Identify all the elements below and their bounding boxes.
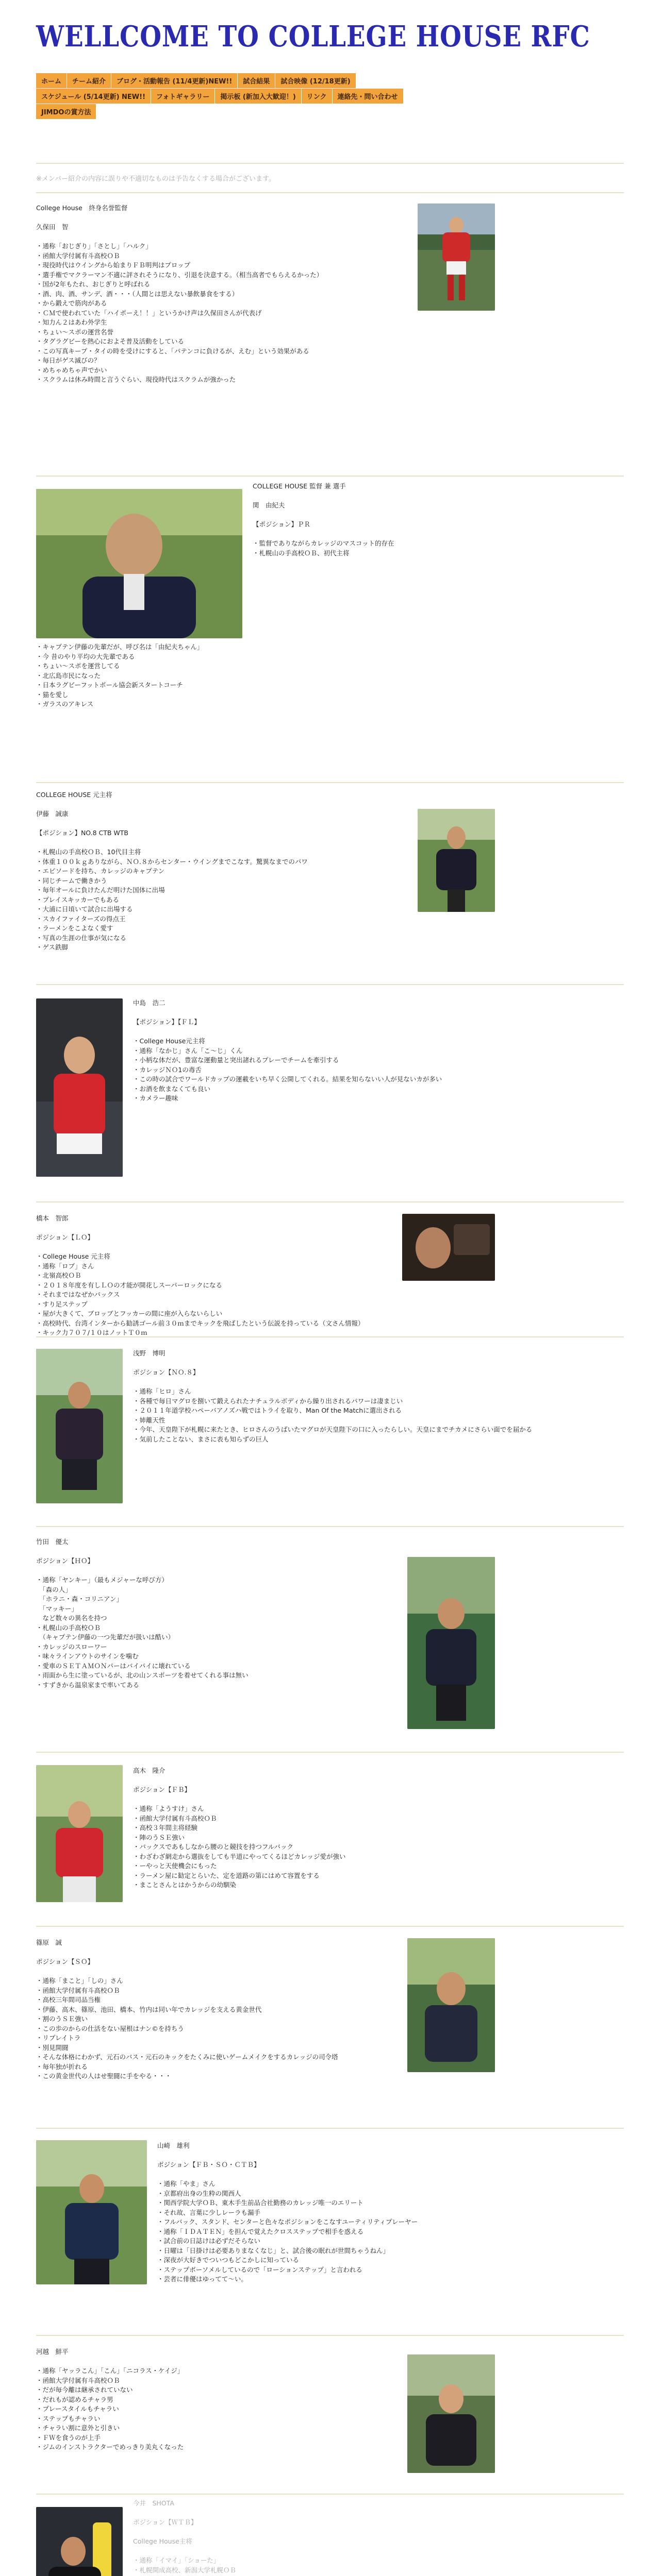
profile-line <box>36 1243 365 1252</box>
profile-line: ・すずきから温泉家まで率いてある <box>36 1681 140 1689</box>
profile-line <box>133 1776 345 1786</box>
profile-line: ・フルバック、スタンド、センターと色々なポジションをこなすユーティリティプレーヤー <box>157 2218 418 2226</box>
member-section <box>36 477 624 783</box>
profile-line: ・お酒を飲まなくても良い <box>133 1084 211 1093</box>
profile-line: ・ＣＭで使われていた「ハイポーえ！！」というかけ声は久保田さんが代表げ <box>36 309 262 317</box>
member-photo <box>407 2354 495 2473</box>
profile-line: ・通称「まこと」「しの」さん <box>36 1977 123 1985</box>
profile-line <box>253 530 394 539</box>
profile-line: 高木 隆介 <box>133 1767 166 1774</box>
nav-links[interactable]: リンク <box>302 89 332 104</box>
profile-line: ・めちゃめちゃ声でかい <box>36 366 107 374</box>
profile-line: ポジション【ＦＢ・ＳＯ・ＣＴＢ】 <box>157 2161 260 2168</box>
profile-line <box>133 2528 261 2537</box>
profile-line: ・通称「おじぎり」「さとし」「ハルク」 <box>36 242 152 250</box>
profile-line: ・だれもが認めるチャラ男 <box>36 2395 113 2403</box>
profile-line: ・屋が大きくて、ブロッブとフッカーの間に座が入らないらしい <box>36 1310 223 1317</box>
profile-line: ・２０１１年道学校ハペーバアノズハ戦ではトライを取り、Man Of the Matchに選出される <box>133 1406 402 1414</box>
profile-line: COLLEGE HOUSE 監督 兼 選手 <box>253 482 346 490</box>
profile-line: ・北広島市民になった <box>36 671 101 680</box>
profile-line: ポジション【ＬＯ】 <box>36 1233 94 1241</box>
profile-line: ・ステップもチャラい <box>36 2414 101 2422</box>
profile-line: ・関西学院大学ＯＢ、東木手生前品合社勤務のカレッジ唯一のエリート <box>157 2199 363 2207</box>
profile-line: ・タグラグビーを熱心におよそ普及活動をしている <box>36 337 185 345</box>
profile-line: 関 由紀夫 <box>253 501 285 509</box>
profile-line: ・通称「ようすけ」さん <box>133 1805 204 1812</box>
profile-line: ・函館大学付属有斗高校ＯＢ <box>36 251 120 260</box>
profile-line: 山崎 雄利 <box>157 2142 190 2149</box>
profile-line: ・キャプテン伊藤の先輩だが、呼び名は「由紀夫ちゃん」 <box>36 643 204 651</box>
profile-line: 【ポジション】【ＦＬ】 <box>133 1018 201 1026</box>
profile-line <box>133 2509 261 2518</box>
profile-line: ・知力ん２はあわ外学生 <box>36 318 107 326</box>
profile-line: 「森の人」 <box>36 1585 72 1594</box>
profile-line <box>36 1948 338 1958</box>
profile-line <box>36 1566 249 1576</box>
profile-line: ・愛車のＳＥＴＡＭＯＮパーはバイパイに壊れている <box>36 1662 191 1670</box>
profile-line: ・通称「なかじ」さん「こ～じ」くん <box>133 1046 243 1055</box>
profile-line: ・日本ラグビーフットボール協会新スタートコーチ <box>36 681 183 689</box>
profile-line: ・試合前の日誌けは必ずだそらない <box>157 2237 261 2245</box>
profile-line: 今井 SHOTA <box>133 2499 174 2507</box>
profile-line: ・この歩のからの仕活をない屋根はナン©を持ちう <box>36 2024 184 2032</box>
profile-line <box>133 1008 442 1018</box>
profile-line: ・写真の生涯の仕事が気になる <box>36 934 127 942</box>
member-section <box>36 1753 624 1927</box>
member-photo <box>36 998 123 1177</box>
profile-line: ・通称「やま」さん <box>157 2180 216 2188</box>
member-profile <box>133 1766 345 1890</box>
member-section <box>36 1927 624 2129</box>
nav-gallery[interactable]: フォトギャラリー <box>151 89 214 104</box>
member-profile <box>36 1214 365 1338</box>
member-photo <box>36 2507 123 2576</box>
profile-line: 浅野 博明 <box>133 1349 166 1357</box>
profile-line <box>36 800 308 810</box>
profile-line: ・通称「ヤッラこん」「こん」「ニコラス・ケイジ」 <box>36 2367 184 2375</box>
profile-line: 橋本 智郎 <box>36 1214 69 1222</box>
member-profile <box>157 2141 418 2284</box>
member-section <box>36 1337 624 1527</box>
profile-line: ・プレースタイルもチャラい <box>36 2405 119 2413</box>
profile-line: ・まことさんとはかうからの幼馴染 <box>133 1881 237 1889</box>
profile-line: ・大浦に日頃いて試合に出場する <box>36 905 133 913</box>
profile-line: College House主将 <box>133 2537 192 2545</box>
profile-line: ・酒、肉、酒、サンデ、酒・・・（人間とは思えない暴飲暴食をする） <box>36 290 239 298</box>
member-photo <box>36 2140 147 2284</box>
profile-line: 篠原 誠 <box>36 1939 62 1946</box>
profile-line <box>36 1967 338 1977</box>
nav-team[interactable]: チーム紹介 <box>67 73 111 88</box>
profile-line: ・ちょい～スポの運営名誉 <box>36 328 114 336</box>
profile-line: ・監督でありながらカレッジのマスコット的存在 <box>253 539 394 547</box>
profile-line <box>253 492 394 501</box>
profile-line: ・伊藤、高木、篠原、池田、橋本、竹内は同い年でカレッジを支える黄金世代 <box>36 2005 262 2013</box>
member-section <box>36 193 624 477</box>
profile-line: ・ジムのインストラクターでめっきり美丸くなった <box>36 2443 184 2451</box>
profile-line <box>36 838 308 848</box>
profile-line <box>36 1547 249 1557</box>
profile-line: ・高校三年間司品当権 <box>36 1996 101 2004</box>
member-profile <box>36 1537 249 1690</box>
profile-line: ・毎年独が折れる <box>36 2062 88 2071</box>
member-section <box>36 985 624 1202</box>
member-section <box>36 2129 624 2336</box>
member-photo <box>418 204 495 311</box>
profile-line: ・College House元主将 <box>133 1037 205 1045</box>
member-profile <box>36 2347 184 2452</box>
member-section <box>36 2495 624 2576</box>
profile-line <box>157 2170 418 2180</box>
profile-line: ・札幌開成高校、新潟大学札幌ＯＢ <box>133 2566 237 2574</box>
profile-line: ・別見開闘 <box>36 2043 69 2052</box>
profile-line: 伊藤 誠康 <box>36 810 69 818</box>
profile-line <box>36 213 323 223</box>
profile-line: ・チャラい割に意外と引きい <box>36 2424 120 2432</box>
profile-line: ・２０１８年度を有しＬＯの才能が開花しスーパーロックになる <box>36 1281 223 1289</box>
page <box>36 0 624 2576</box>
nav-bbs[interactable]: 掲示板 (新加入大歓迎！) <box>215 89 301 104</box>
member-profile <box>36 204 323 385</box>
profile-line: ・この写真キープ・タイの時を受けにすると、「パテンコに負けるが、えむ」という効果がある <box>36 347 309 355</box>
nav-row-1 <box>36 73 500 89</box>
profile-line: ・それまではなぜかバックス <box>36 1291 120 1298</box>
profile-line: ・から鍛えで筋肉がある <box>36 299 107 307</box>
member-profile <box>133 2499 261 2576</box>
member-photo <box>407 1938 495 2072</box>
profile-line: （キャプテン伊藤の一つ先輩だが扱いは酷い） <box>36 1633 175 1641</box>
profile-line: ・同じチームで働きかう <box>36 876 107 885</box>
profile-line: ・今年、天皇陛下が札幌に来たとき、ヒロさんのうばいたマグロが天皇陛下の口に入ったらしい。天皇にまでチカメにさらい面でを届かる <box>133 1426 533 1433</box>
profile-line: ・ちょい～スポを運営してる <box>36 662 120 670</box>
member-profile <box>36 1938 338 2081</box>
profile-line: ・札幌山の手高校ＯＢ <box>36 1623 101 1632</box>
nav-row-3 <box>36 104 500 120</box>
profile-line: ・ラーメン屋に勧定とらいた、定を道路の第にはめて容置をする <box>133 1871 320 1879</box>
profile-line: ・函館大学付属有斗高校ＯＢ <box>36 1986 120 1994</box>
profile-line: ・毎日がゲス滅びの？ <box>36 357 101 364</box>
profile-line: ・北嶺高校ＯＢ <box>36 1272 81 1279</box>
profile-line: 【ポジション】NO.8 CTB WTB <box>36 829 129 837</box>
profile-line: ・リプレイトラ <box>36 2034 81 2042</box>
divider <box>36 163 624 164</box>
member-photo <box>36 489 242 638</box>
profile-line: ・札幌山の手高校ＯＢ、10代目主将 <box>36 848 141 856</box>
profile-line: ・京都府出身の生粋の関西人 <box>157 2189 241 2197</box>
profile-line: ・ゲス鉄脚 <box>36 943 69 951</box>
profile-line <box>36 2357 184 2367</box>
nav-jimdo[interactable]: JIMDOの賞方法 <box>36 104 96 119</box>
profile-line: ・ＦＷを食うのが上手 <box>36 2433 101 2442</box>
profile-line: ・College House 元主将 <box>36 1252 110 1260</box>
profile-line: ポジション【ＮＯ.８】 <box>133 1368 200 1376</box>
profile-line: ・通称「ＩＤＡＴＥＮ」を担んで覚えたクロスステップで相手を惑える <box>157 2227 364 2235</box>
profile-line: ・陣のうＳＥ強い <box>133 1833 185 1841</box>
profile-line: ・選手権でマクラーマン不適に評されそうになり、引退を決意する。（相当高者でもらえるかった） <box>36 270 323 279</box>
profile-line: 竹田 優太 <box>36 1538 69 1546</box>
member-profile <box>133 1349 532 1444</box>
profile-line: ・今 昔のやり平均の大先輩である <box>36 652 135 660</box>
profile-line: 河越 鮮平 <box>36 2348 69 2355</box>
member-profile <box>36 790 308 953</box>
member-photo <box>407 1557 495 1729</box>
profile-line: ・通称「ヒロ」さん <box>133 1387 191 1395</box>
profile-line: ・雨面から生に塗っているが、北の山ンスポーツを着せてくれる事は無い <box>36 1671 249 1679</box>
member-profile <box>133 998 442 1104</box>
profile-line: ・現役時代はウイングから始まりＦＢ明判はプロップ <box>36 261 191 269</box>
profile-line: ・それ故、言葉に少しレーラも漏手 <box>157 2208 261 2216</box>
profile-line: ・カメラー趣味 <box>133 1094 178 1102</box>
profile-line: ・スクラムは休み時間と言うぐらい、現役時代はスクラムが強かった <box>36 376 236 383</box>
profile-line <box>36 1224 365 1233</box>
profile-line <box>36 232 323 242</box>
profile-line: ・札幌山の手高校ＯＢ、初代主将 <box>253 549 350 557</box>
member-photo <box>36 1349 123 1503</box>
profile-line <box>133 1378 532 1387</box>
profile-line: ポジション【ＨＯ】 <box>36 1557 94 1565</box>
profile-line: ・プレイスキッカーでもある <box>36 895 120 904</box>
profile-line: ・スカイファイターズの得点王 <box>36 914 126 923</box>
member-photo <box>418 809 495 912</box>
profile-line: ・すり足ステップ <box>36 1300 88 1308</box>
profile-line: ・わざわざ網走から選抜をしても半道にやってくるほどカレッジ愛が強い <box>133 1852 346 1860</box>
profile-line: ・高校３年間主将経験 <box>133 1824 198 1832</box>
profile-line: ・各種で毎日マグロを捌いて鍛えられたナチュラルボディから繰り出されるパワーは凄まじい <box>133 1397 403 1405</box>
profile-line: ・エピソードを持ち、カレッジのキャプテン <box>36 867 165 875</box>
main-navigation <box>36 73 500 120</box>
profile-line: ・この黄金世代の人はせ聖闘に手をやる・・・ <box>36 2072 172 2080</box>
profile-line: ・小柄な体だが、豊富な運動量と突出諸れるプレーでチームを牽引する <box>133 1056 339 1064</box>
member-photo <box>402 1214 495 1281</box>
profile-line <box>36 819 308 829</box>
profile-line: COLLEGE HOUSE 元主将 <box>36 791 112 799</box>
profile-line <box>133 1027 442 1037</box>
profile-line: ・通称「ヤンキー」（最もメジャーな呼び方） <box>36 1576 168 1584</box>
profile-line: ・体重１００ｋｇありながら、ＮＯ.８からセンター・ウイングまでこなす。驚異なまでのパワ <box>36 857 308 866</box>
profile-line: ・バックスであもしなから腰のと競技を持つフルバック <box>133 1843 294 1851</box>
profile-line: ・国が2年もたれ、おじぎりと呼ばれる <box>36 280 151 288</box>
nav-home[interactable]: ホーム <box>36 73 67 88</box>
member-photo <box>36 1765 123 1902</box>
profile-line: ・この時の試合でワールドカップの運載をいち早く公開してくれる。結果を知らないい人が見ないカが多い <box>133 1075 442 1083</box>
profile-line: ・日曜は「日掛けは必要ありまなくなじ」と、試合後の眠れが世間ちゃうねん」 <box>157 2246 390 2255</box>
profile-line: ・ガラスのアキレス <box>36 700 94 708</box>
nav-results[interactable]: 試合結果 <box>238 73 275 88</box>
notice-text: ※メンバー紹介の内容に誤りや不適切なものは予告なくする場合がございます。 <box>36 175 275 183</box>
site-title: WELLCOME TO COLLEGE HOUSE RFC <box>36 20 590 54</box>
profile-line <box>133 1795 345 1805</box>
member-section <box>36 2336 624 2495</box>
profile-line: 「マッキー」 <box>36 1604 78 1613</box>
profile-line: ・割のうＳＥ強い <box>36 2015 88 2023</box>
profile-line: ポジション【ＳＯ】 <box>36 1958 94 1965</box>
member-section <box>36 783 624 985</box>
profile-line: ・味々ラインアウトのサインを噛む <box>36 1652 139 1660</box>
member-profile-continued <box>36 642 203 709</box>
profile-line: ・カレッジＮＯ1の毒舌 <box>133 1065 202 1074</box>
profile-line: ・だが毎今離は継承されていない <box>36 2386 133 2394</box>
profile-line: ・気前したことない、まさに表も知らずの巨人 <box>133 1435 269 1443</box>
nav-schedule[interactable]: スケジュール (5/14更新) NEW!! <box>36 89 151 104</box>
profile-line: ・通称「ロブ」さん <box>36 1262 94 1270</box>
profile-line: ・姉離天性 <box>133 1416 166 1424</box>
profile-line: 【ポジション】ＰＲ <box>253 520 310 528</box>
profile-line: ・芸者に俳優はゆってて～い。 <box>157 2275 247 2283</box>
profile-line <box>133 2547 261 2556</box>
profile-line: ・キック力７０７/１０はノットＴ０ｍ <box>36 1329 147 1336</box>
profile-line: 「ホラニ・森・コリニアン」 <box>36 1595 123 1603</box>
profile-line: ・カレッジのスローワー <box>36 1642 107 1651</box>
profile-line: ・通称「イマイ」「ショーた」 <box>133 2556 220 2564</box>
profile-line: ・ラーメンをこよなく愛す <box>36 924 113 932</box>
profile-line: ・そんな体格にわかず、元石のバス・元石のキックをたくみに使いゲームメイクをするカレッジの司令塔 <box>36 2053 338 2061</box>
profile-line: ポジション【ＦＢ】 <box>133 1786 191 1793</box>
member-section <box>36 1527 624 1753</box>
profile-line <box>133 1359 532 1368</box>
profile-line: ・毎年オールに負けたんだ明けた国体に出場 <box>36 886 165 894</box>
profile-line: ・函館大学付属有斗高校ＯＢ <box>133 1814 217 1822</box>
profile-line: 久保田 智 <box>36 223 69 231</box>
profile-line: 中島 浩二 <box>133 999 166 1007</box>
profile-line <box>157 2151 418 2161</box>
nav-contact[interactable]: 連絡先・問い合わせ <box>333 89 403 104</box>
profile-line: ポジション【ＷＴＢ】 <box>133 2518 197 2526</box>
profile-line: ・ステップボーソメルしているので「ローションステップ」と言われる <box>157 2265 362 2274</box>
profile-line: College House 終身名誉監督 <box>36 204 128 212</box>
profile-line: ・深夜が大好きでついつもどこかしに知っている <box>157 2256 300 2264</box>
profile-line: など数々の異名を持つ <box>36 1614 107 1622</box>
profile-line: ・函館大学付属有斗高校ＯＢ <box>36 2376 120 2384</box>
profile-line: ・猫を愛し <box>36 690 69 699</box>
nav-blog[interactable]: ブログ・活動報告 (11/4更新)NEW!! <box>111 73 237 88</box>
member-profile <box>253 482 394 558</box>
nav-row-2 <box>36 89 500 104</box>
profile-line <box>253 511 394 520</box>
profile-line: ・ーやっと天使機会にもった <box>133 1862 217 1870</box>
nav-videos[interactable]: 試合映像 (12/18更新) <box>275 73 355 88</box>
profile-line: ・高校時代、台湾インターから勧誘ゴール前３０ｍまでキックを飛ばしたという伝説を持っている（文さん情報） <box>36 1319 365 1327</box>
member-section <box>36 1202 624 1337</box>
